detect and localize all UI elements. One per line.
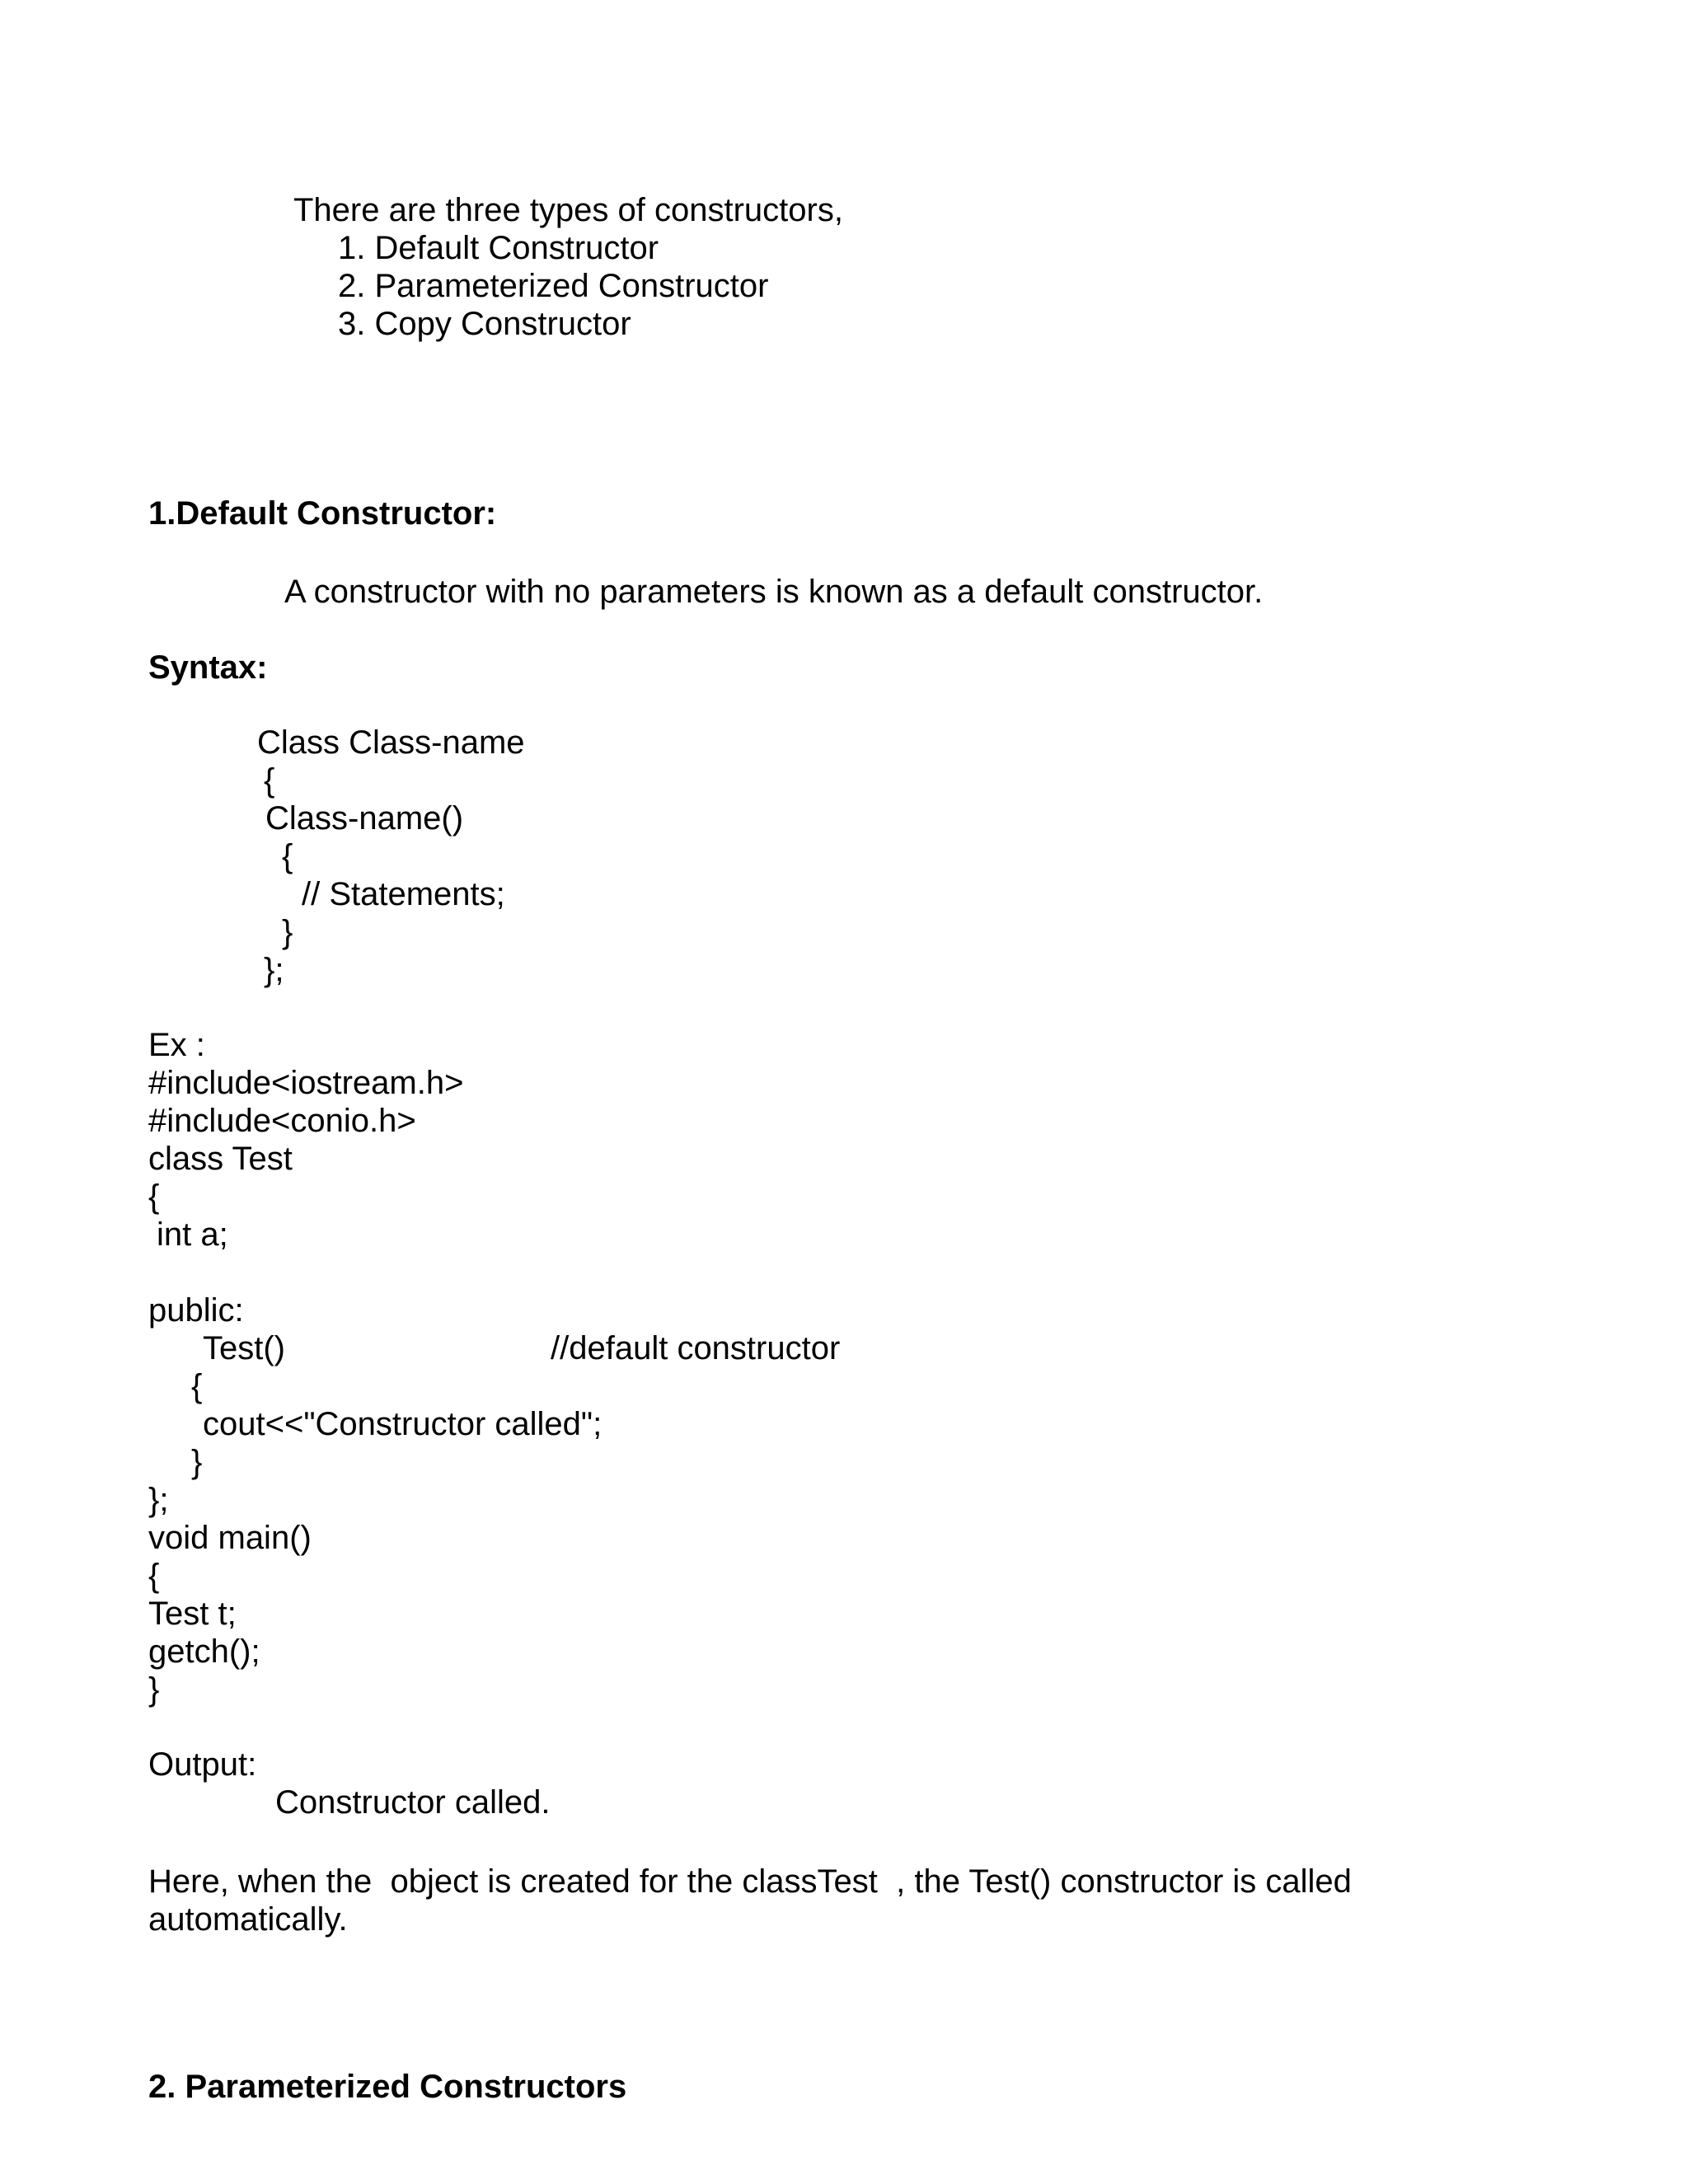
output-label: Output: <box>148 1746 257 1783</box>
explanation-line: automatically. <box>148 1901 348 1938</box>
section-heading-parameterized-constructors: 2. Parameterized Constructors <box>148 2069 627 2105</box>
code-line: } <box>191 1444 203 1480</box>
syntax-line: }; <box>264 952 284 988</box>
syntax-line: } <box>282 914 293 950</box>
section-heading-default-constructor: 1.Default Constructor: <box>148 495 497 532</box>
code-line: { <box>148 1179 160 1215</box>
code-line: Test() <box>203 1330 285 1366</box>
code-comment: //default constructor <box>551 1330 841 1366</box>
code-line: #include<conio.h> <box>148 1103 416 1139</box>
code-line: Test t; <box>148 1596 237 1632</box>
type-item-default: 1. Default Constructor <box>338 230 659 266</box>
code-line: { <box>191 1368 203 1404</box>
definition-text: A constructor with no parameters is known as a default constructor. <box>284 574 1264 610</box>
syntax-line: { <box>264 762 275 799</box>
explanation-line: Here, when the object is created for the classTest , the Test() constructor is called <box>148 1863 1352 1900</box>
code-line: public: <box>148 1292 244 1329</box>
code-line: int a; <box>157 1216 228 1253</box>
syntax-line: Class Class-name <box>257 724 525 761</box>
type-item-parameterized: 2. Parameterized Constructor <box>338 268 769 304</box>
example-label: Ex : <box>148 1027 205 1063</box>
code-line: }; <box>148 1482 169 1518</box>
code-line: { <box>148 1558 160 1594</box>
syntax-label: Syntax: <box>148 649 268 686</box>
code-line: void main() <box>148 1520 312 1556</box>
code-line: class Test <box>148 1141 293 1177</box>
code-line: cout<<"Constructor called"; <box>203 1406 603 1442</box>
output-value: Constructor called. <box>275 1784 551 1821</box>
type-item-copy: 3. Copy Constructor <box>338 306 631 342</box>
syntax-line: Class-name() <box>265 800 464 837</box>
code-line: #include<iostream.h> <box>148 1065 464 1101</box>
code-line: } <box>148 1671 160 1708</box>
intro-text: There are three types of constructors, <box>293 192 843 228</box>
code-line: getch(); <box>148 1633 260 1670</box>
syntax-line: { <box>282 838 293 874</box>
syntax-line: // Statements; <box>302 876 505 912</box>
